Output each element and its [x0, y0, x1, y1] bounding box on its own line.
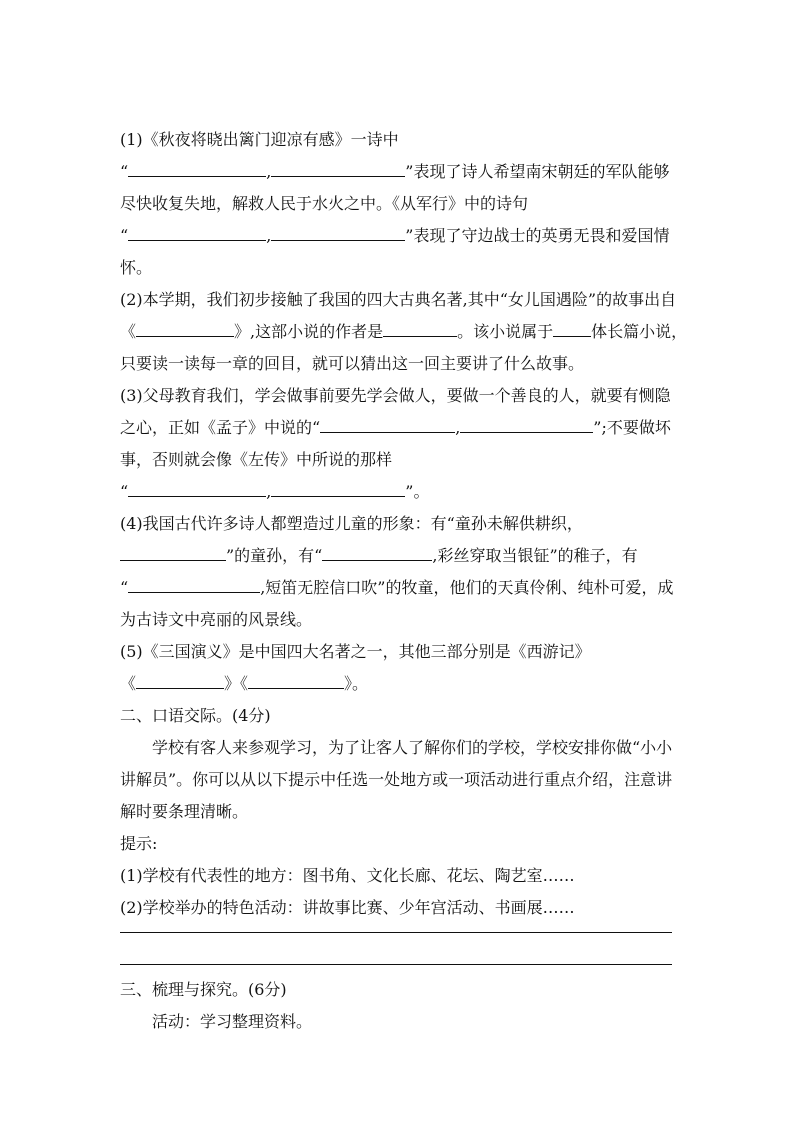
q2-text: (2)本学期，我们初步接触了我国的四大古典名著,其中“女儿国遇险”的故事出自 — [120, 290, 677, 309]
q1-line-5 — [120, 257, 680, 279]
q4-text: ,彩丝穿取当银钲”的稚子，有 — [432, 546, 638, 565]
q2-line-1 — [120, 289, 680, 311]
bracket-close: 》。 — [344, 674, 369, 693]
q2-text: 。该小说属于 — [457, 322, 554, 341]
q1-line-1 — [120, 129, 680, 151]
q2-text: 》,这部小说的作者是 — [234, 322, 384, 341]
answer-blank[interactable] — [136, 321, 234, 337]
section2-para-2 — [120, 769, 680, 791]
q1-text: (1)《秋夜将晓出篱门迎凉有感》一诗中 — [120, 130, 399, 149]
answer-line[interactable] — [120, 932, 672, 933]
q3-text: 事，否则就会像《左传》中所说的那样 — [120, 450, 393, 469]
tip-text: (2)学校举办的特色活动：讲故事比赛、少年宫活动、书画展…… — [120, 898, 575, 917]
q3-text: ”;不要做坏 — [593, 418, 671, 437]
q5-line-2 — [120, 673, 680, 695]
q1-line-4 — [120, 225, 680, 247]
answer-blank[interactable] — [120, 545, 226, 561]
quote-open: “ — [120, 226, 129, 245]
answer-blank[interactable] — [128, 225, 266, 241]
q4-text: ,短笛无腔信口吹”的牧童，他们的天真伶俐、纯朴可爱，成 — [260, 578, 674, 597]
q4-text: ”的童孙，有“ — [226, 546, 323, 565]
q1-text: 尽快收复失地，解救人民于水火之中。《从军行》中的诗句 — [120, 194, 529, 213]
quote-open: “ — [120, 162, 129, 181]
bracket-open: 《 — [120, 322, 137, 341]
tip-heading: 提示: — [120, 834, 158, 853]
tip-2 — [120, 897, 680, 919]
paragraph-text: 解时要条理清晰。 — [120, 802, 249, 821]
q4-line-2 — [120, 545, 680, 567]
answer-blank[interactable] — [248, 673, 344, 689]
answer-blank[interactable] — [460, 417, 593, 433]
q2-line-2 — [120, 321, 688, 343]
q3-text: (3)父母教育我们，学会做事前要先学会做人，要做一个善良的人，就要有恻隐 — [120, 386, 671, 405]
q3-line-2 — [120, 417, 680, 439]
answer-blank[interactable] — [128, 161, 266, 177]
answer-blank[interactable] — [553, 321, 591, 337]
q2-text: 只要读一读每一章的回目，就可以猜出这一回主要讲了什么故事。 — [120, 354, 585, 373]
answer-line[interactable] — [120, 964, 672, 965]
comma: , — [455, 418, 461, 437]
q1-line-2 — [120, 161, 680, 183]
answer-blank[interactable] — [128, 577, 260, 593]
comma: , — [266, 482, 272, 501]
section-heading: 三、梳理与探究。(6分) — [120, 980, 287, 999]
comma: , — [266, 226, 272, 245]
q5-text: (5)《三国演义》是中国四大名著之一，其他三部分别是《西游记》 — [120, 642, 591, 661]
paragraph-text: 讲解员”。你可以从以下提示中任选一处地方或一项活动进行重点介绍，注意讲 — [120, 770, 673, 789]
q4-line-1 — [120, 513, 680, 535]
answer-blank[interactable] — [128, 481, 266, 497]
tip-text: (1)学校有代表性的地方：图书角、文化长廊、花坛、陶艺室…… — [120, 866, 575, 885]
section3-title — [120, 979, 680, 1001]
q2-text: 体长篇小说， — [591, 322, 688, 341]
q3-line-4 — [120, 481, 680, 503]
paragraph-text: 学校有客人来参观学习，为了让客人了解你们的学校，学校安排你做“小小 — [152, 738, 673, 757]
q3-line-1 — [120, 385, 680, 407]
section2-para-1 — [152, 737, 680, 759]
answer-blank[interactable] — [271, 225, 405, 241]
bracket-open: 《 — [120, 674, 137, 693]
bracket-pair: 》《 — [224, 674, 249, 693]
q4-line-4 — [120, 609, 680, 631]
q1-text: ”表现了诗人希望南宋朝廷的军队能够 — [405, 162, 670, 181]
q1-line-3 — [120, 193, 680, 215]
quote-open: “ — [120, 482, 129, 501]
q3-text: ”。 — [405, 482, 430, 501]
paragraph-text: 活动：学习整理资料。 — [152, 1012, 313, 1031]
q4-line-3 — [120, 577, 680, 599]
answer-blank[interactable] — [271, 161, 405, 177]
answer-blank[interactable] — [383, 321, 457, 337]
tip-1 — [120, 865, 680, 887]
q5-line-1 — [120, 641, 680, 663]
q1-text: 怀。 — [120, 258, 153, 277]
section2-para-3 — [120, 801, 680, 823]
section-heading: 二、口语交际。(4分) — [120, 706, 271, 725]
q4-text: 为古诗文中亮丽的风景线。 — [120, 610, 313, 629]
section3-activity — [152, 1011, 680, 1033]
answer-blank[interactable] — [271, 481, 405, 497]
comma: , — [266, 162, 272, 181]
section2-title — [120, 705, 680, 727]
q4-text: (4)我国古代许多诗人都塑造过儿童的形象：有“童孙未解供耕织， — [120, 514, 583, 533]
answer-blank[interactable] — [322, 545, 432, 561]
q1-text: ”表现了守边战士的英勇无畏和爱国情 — [405, 226, 670, 245]
q2-line-3 — [120, 353, 680, 375]
tip-label — [120, 833, 680, 855]
q3-text: 之心，正如《孟子》中说的“ — [120, 418, 321, 437]
q3-line-3 — [120, 449, 680, 471]
answer-blank[interactable] — [136, 673, 224, 689]
answer-blank[interactable] — [320, 417, 455, 433]
quote-open: “ — [120, 578, 129, 597]
